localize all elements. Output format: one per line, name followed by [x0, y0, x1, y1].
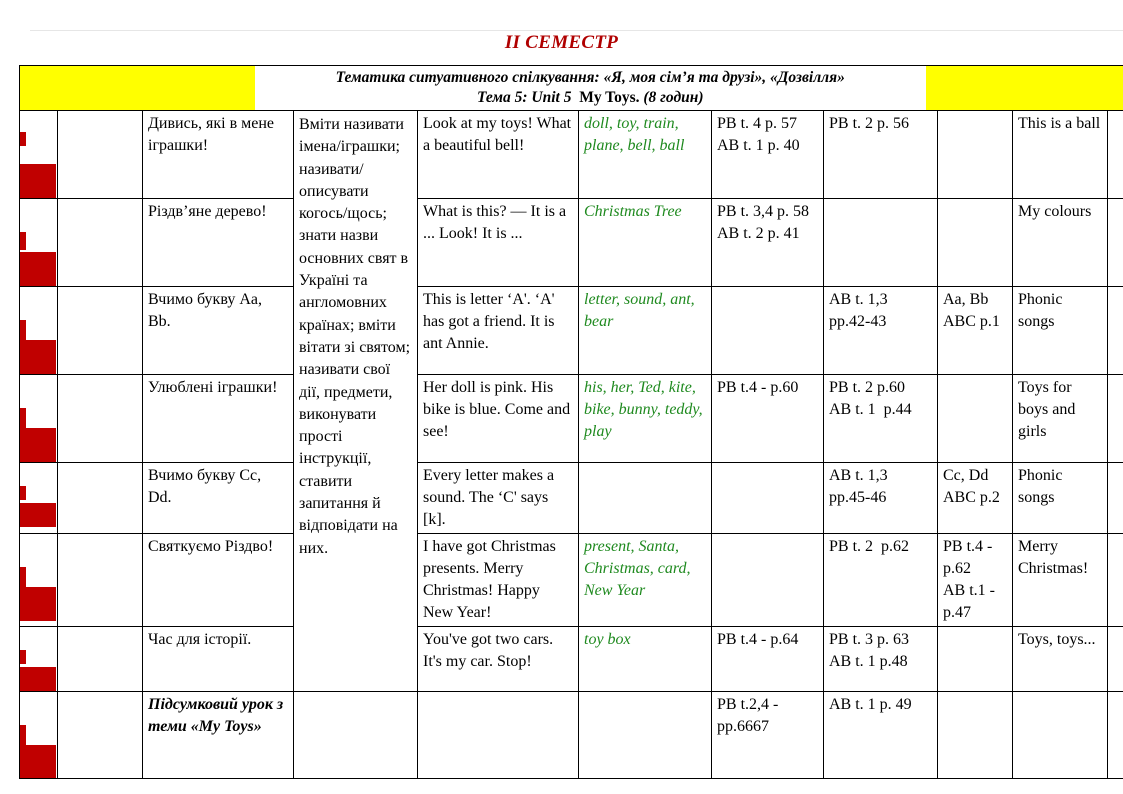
pb-cell — [712, 463, 824, 534]
row-marker — [20, 287, 58, 375]
ab-cell — [824, 199, 938, 287]
row-marker — [20, 111, 58, 199]
row-marker — [20, 534, 58, 627]
semester-heading: ІІ СЕМЕСТР — [504, 32, 619, 53]
row-marker — [20, 463, 58, 534]
vocab-cell — [579, 692, 712, 779]
unit-line: Тема 5: Unit 5 My Toys. (8 годин) — [476, 89, 704, 106]
lesson-topic: Дивись, які в мене іграшки! — [143, 111, 294, 199]
table-row — [20, 375, 1123, 463]
pb-cell: PB t.4 - p.64 — [712, 627, 824, 692]
extra-cell — [938, 692, 1013, 779]
songs-cell: Toys, toys... — [1013, 627, 1108, 692]
extra-cell — [938, 627, 1013, 692]
songs-cell: My colours — [1013, 199, 1108, 287]
lesson-topic: Вчимо букву Aa, Bb. — [143, 287, 294, 375]
row-marker — [20, 692, 58, 779]
vocab-cell — [579, 463, 712, 534]
table-row — [20, 287, 1123, 375]
skills-cell: Вміти називати імена/іграшки; називати/описувати когось/щось; знати назви основних свят в Україні та англомовних країнах; вміти вітати зі святом; називати свої дії, предмети, виконувати прості інструкції, ставити запитання й відповідати на них. — [294, 111, 418, 692]
lesson-topic: Улюблені іграшки! — [143, 375, 294, 463]
extra-cell — [938, 199, 1013, 287]
phrases-cell: Her doll is pink. His bike is blue. Come and see! — [418, 375, 579, 463]
songs-cell: Toys for boys and girls — [1013, 375, 1108, 463]
theme-header — [255, 66, 926, 110]
lesson-topic: Різдв’яне дерево! — [143, 199, 294, 287]
ab-cell: PB t. 2 p.60 AB t. 1 p.44 — [824, 375, 938, 463]
table-row — [20, 111, 1123, 199]
vocab-cell: Christmas Tree — [579, 199, 712, 287]
songs-cell: Phonic songs — [1013, 463, 1108, 534]
row-marker — [20, 199, 58, 287]
ab-cell: AB t. 1 p. 49 — [824, 692, 938, 779]
row-marker — [20, 375, 58, 463]
lesson-topic: Вчимо букву Cc, Dd. — [143, 463, 294, 534]
pb-cell: PB t. 3,4 p. 58 AB t. 2 p. 41 — [712, 199, 824, 287]
phrases-cell: Look at my toys! What a beautiful bell! — [418, 111, 579, 199]
phrases-cell: Every letter makes a sound. The ‘C' says [k]. — [418, 463, 579, 534]
lesson-topic: Час для історії. — [143, 627, 294, 692]
songs-cell: Merry Christmas! — [1013, 534, 1108, 627]
lesson-plan-table — [19, 65, 1123, 779]
songs-cell: This is a ball — [1013, 111, 1108, 199]
songs-cell: Phonic songs — [1013, 287, 1108, 375]
table-row — [20, 463, 1123, 534]
pb-cell — [712, 534, 824, 627]
pb-cell: PB t. 4 p. 57 AB t. 1 p. 40 — [712, 111, 824, 199]
ab-cell: PB t. 2 p.62 — [824, 534, 938, 627]
songs-cell — [1013, 692, 1108, 779]
phrases-cell: This is letter ‘A'. ‘A' has got a friend. It is ant Annie. — [418, 287, 579, 375]
theme-line: Тематика ситуативного спілкування: «Я, моя сім’я та друзі», «Дозвілля» — [335, 69, 845, 86]
row-marker — [20, 627, 58, 692]
vocab-cell: his, her, Ted, kite, bike, bunny, teddy, play — [579, 375, 712, 463]
phrases-cell: I have got Christmas presents. Merry Christmas! Happy New Year! — [418, 534, 579, 627]
table-row — [20, 534, 1123, 627]
phrases-cell: What is this? — It is a ... Look! It is ... — [418, 199, 579, 287]
table-row — [20, 199, 1123, 287]
ab-cell: PB t. 3 p. 63 AB t. 1 p.48 — [824, 627, 938, 692]
ab-cell: PB t. 2 p. 56 — [824, 111, 938, 199]
phrases-cell — [418, 692, 579, 779]
phrases-cell: You've got two cars. It's my car. Stop! — [418, 627, 579, 692]
lesson-topic: Святкуємо Різдво! — [143, 534, 294, 627]
extra-cell — [938, 375, 1013, 463]
extra-cell: Aa, Bb ABC p.1 — [938, 287, 1013, 375]
extra-cell: Cc, Dd ABC p.2 — [938, 463, 1013, 534]
lesson-topic: Підсумковий урок з теми «My Toys» — [143, 692, 294, 779]
table-row — [20, 692, 1123, 779]
vocab-cell: doll, toy, train, plane, bell, ball — [579, 111, 712, 199]
extra-cell — [938, 111, 1013, 199]
top-rule — [30, 30, 1123, 31]
theme-header-row — [20, 66, 1123, 111]
table-row — [20, 627, 1123, 692]
pb-cell: PB t.4 - p.60 — [712, 375, 824, 463]
vocab-cell: toy box — [579, 627, 712, 692]
pb-cell — [712, 287, 824, 375]
ab-cell: AB t. 1,3 pp.42-43 — [824, 287, 938, 375]
vocab-cell: letter, sound, ant, bear — [579, 287, 712, 375]
extra-cell: PB t.4 - p.62 AB t.1 - p.47 — [938, 534, 1013, 627]
ab-cell: AB t. 1,3 pp.45-46 — [824, 463, 938, 534]
pb-cell: PB t.2,4 - pp.6667 — [712, 692, 824, 779]
vocab-cell: present, Santa, Christmas, card, New Year — [579, 534, 712, 627]
